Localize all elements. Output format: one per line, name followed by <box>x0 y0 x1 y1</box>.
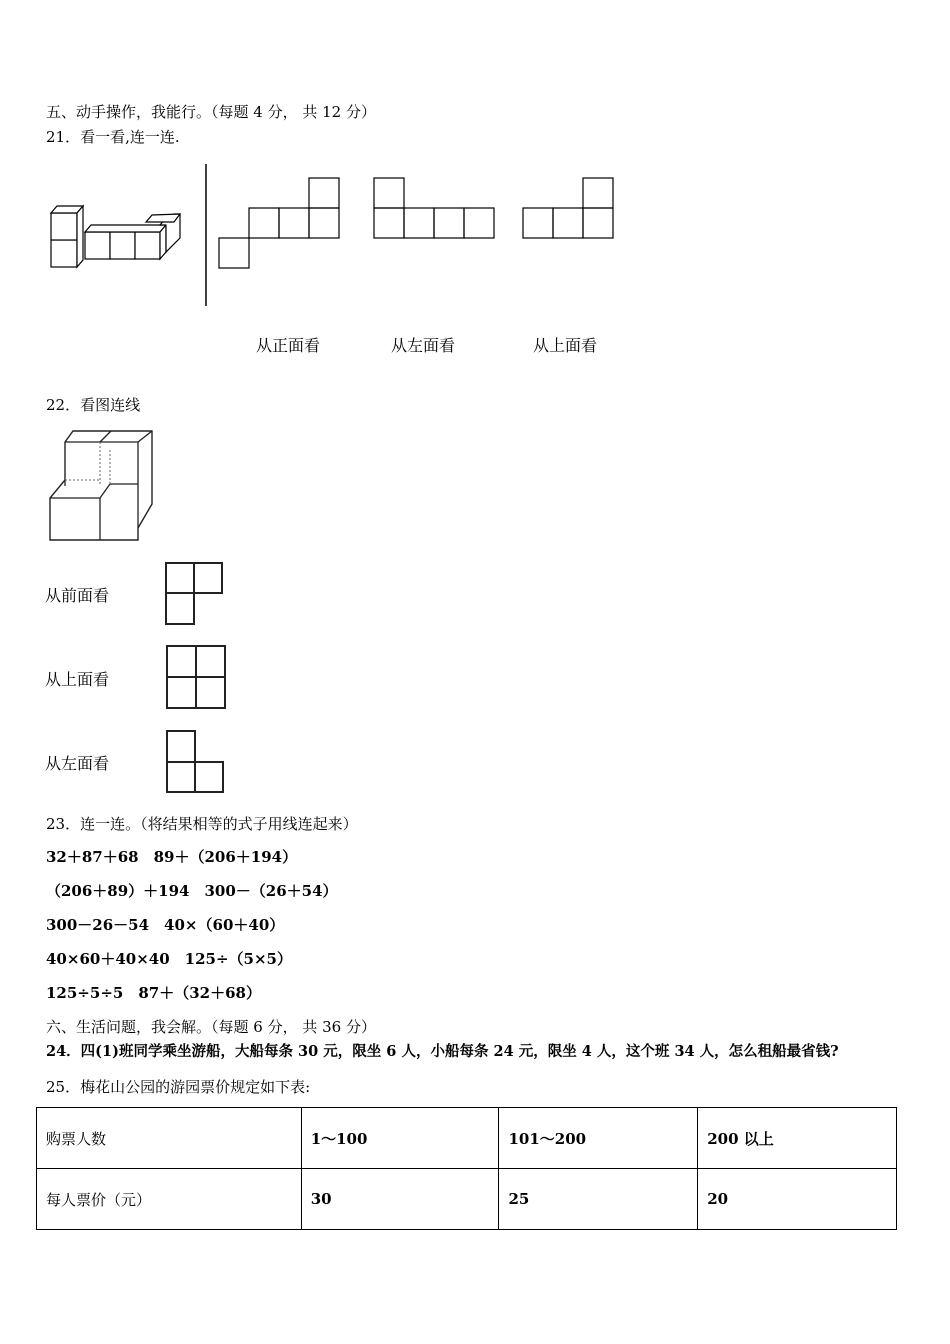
q21-view-c <box>523 178 613 238</box>
q23-row-5: 125÷5÷5 87＋（32＋68） <box>46 984 261 1002</box>
q21-view-a <box>219 178 339 268</box>
q21-view-b <box>374 178 494 238</box>
q21-title: 21．看一看,连一连. <box>46 128 180 146</box>
q23-row-3: 300－26－54 40×（60＋40） <box>46 916 285 934</box>
table-cell: 101～200 <box>499 1108 698 1169</box>
table-cell: 25 <box>499 1169 698 1230</box>
q22-label-top: 从上面看 <box>45 670 110 689</box>
q21-label-left: 从左面看 <box>391 336 456 355</box>
q21-label-front: 从正面看 <box>256 336 321 355</box>
q21-label-top: 从上面看 <box>533 336 598 355</box>
table-cell: 20 <box>698 1169 897 1230</box>
q22-label-front: 从前面看 <box>45 586 110 605</box>
table-cell: 30 <box>301 1169 499 1230</box>
section-6-heading: 六、生活问题，我会解。（每题 6 分， 共 36 分） <box>46 1018 376 1036</box>
section-5-heading: 五、动手操作，我能行。（每题 4 分， 共 12 分） <box>46 103 376 121</box>
q22-view-left <box>165 729 227 795</box>
table-row <box>37 1169 897 1230</box>
table-cell: 每人票价（元） <box>37 1169 302 1230</box>
q22-title: 22．看图连线 <box>46 396 141 414</box>
q22-view-front <box>164 561 226 627</box>
q23-row-1: 32＋87＋68 89＋（206＋194） <box>46 848 298 866</box>
ticket-price-table <box>36 1107 897 1230</box>
q21-figure <box>0 160 640 320</box>
q23-row-4: 40×60＋40×40 125÷（5×5） <box>46 950 292 968</box>
table-cell: 200 以上 <box>698 1108 897 1169</box>
table-row <box>37 1108 897 1169</box>
q22-view-top <box>165 644 229 710</box>
table-cell: 1～100 <box>301 1108 499 1169</box>
q21-cube-solid <box>51 206 180 267</box>
q22-label-left: 从左面看 <box>45 754 110 773</box>
q23-row-2: （206＋89）＋194 300－（26＋54） <box>46 882 338 900</box>
table-cell: 购票人数 <box>37 1108 302 1169</box>
q25-title: 25．梅花山公园的游园票价规定如下表: <box>46 1078 311 1096</box>
q23-title: 23．连一连。（将结果相等的式子用线连起来） <box>46 815 358 833</box>
q24-text: 24．四(1)班同学乘坐游船，大船每条 30 元，限坐 6 人，小船每条 24 元，限坐 4 人，这个班 34 人，怎么租船最省钱? <box>46 1043 839 1060</box>
q22-solid-figure <box>44 428 158 544</box>
